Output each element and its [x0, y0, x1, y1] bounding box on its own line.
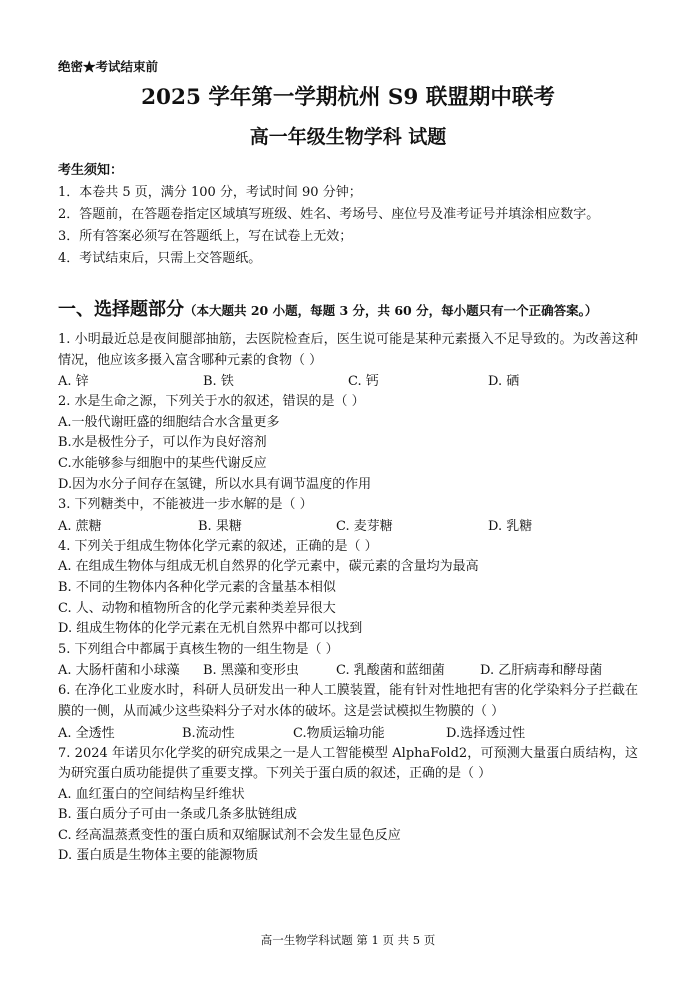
option: D.选择透过性	[446, 725, 526, 741]
question-stem: 3. 下列糖类中，不能被进一步水解的是（ ）	[58, 497, 313, 513]
exam-subtitle: 高一年级生物学科 试题	[249, 126, 447, 148]
option: D. 组成生物体的化学元素在无机自然界中都可以找到	[58, 621, 363, 637]
option: B. 蛋白质分子可由一条或几条多肽链组成	[58, 807, 297, 823]
question-stem: 1. 小明最近总是夜间腿部抽筋，去医院检查后，医生说可能是某种元素摄入不足导致的。为改善这种情况，他应该多摄入富含哪种元素的食物（ ）	[58, 332, 638, 368]
section-title: 一、选择题部分	[58, 299, 184, 320]
option-row	[58, 371, 638, 392]
option: B. 不同的生物体内各种化学元素的含量基本相似	[58, 579, 336, 595]
exam-notice	[58, 160, 648, 270]
notice-item: 3．所有答案必须写在答题纸上，写在试卷上无效；	[58, 229, 353, 244]
option-row	[58, 660, 638, 681]
option: D. 蛋白质是生物体主要的能源物质	[58, 848, 259, 864]
option: B. 黑藻和变形虫	[203, 663, 299, 679]
notice-item: 2．答题前，在答题卷指定区域填写班级、姓名、考场号、座位号及准考证号并填涂相应数字。	[58, 207, 600, 222]
question	[58, 495, 638, 537]
question-stem: 4. 下列关于组成生物体化学元素的叙述，正确的是（ ）	[58, 538, 378, 554]
question	[58, 392, 638, 495]
question	[58, 744, 638, 868]
question	[58, 681, 638, 743]
option: A. 蔗糖	[58, 518, 102, 534]
option: D. 乳糖	[488, 518, 533, 534]
question-stem: 7. 2024 年诺贝尔化学奖的研究成果之一是人工智能模型 AlphaFold2，可预测大量蛋白质结构，这为研究蛋白质功能提供了重要支撑。下列关于蛋白质的叙述，正确的是（ ）	[58, 745, 638, 782]
notice-item: 4．考试结束后，只需上交答题纸。	[58, 251, 262, 266]
option: A.一般代谢旺盛的细胞结合水含量更多	[58, 414, 280, 430]
option: C. 乳酸菌和蓝细菌	[336, 663, 445, 679]
option: C. 经高温蒸煮变性的蛋白质和双缩脲试剂不会发生显色反应	[58, 827, 401, 843]
option: D. 硒	[488, 374, 520, 390]
option-row	[58, 516, 638, 537]
question	[58, 640, 638, 682]
question-list	[58, 330, 638, 867]
option: B.水是极性分子，可以作为良好溶剂	[58, 435, 267, 451]
option: A. 在组成生物体与组成无机自然界的化学元素中，碳元素的含量均为最高	[58, 559, 479, 575]
notice-item: 1．本卷共 5 页，满分 100 分，考试时间 90 分钟；	[58, 185, 362, 200]
option: C.物质运输功能	[293, 725, 385, 741]
option: C. 人、动物和植物所含的化学元素种类差异很大	[58, 600, 336, 616]
section-header	[58, 298, 648, 324]
option: A. 锌	[58, 374, 89, 390]
notice-heading: 考生须知：	[58, 163, 124, 178]
question-stem: 5. 下列组合中都属于真核生物的一组生物是（ ）	[58, 641, 339, 657]
page-footer: 高一生物学科试题 第 1 页 共 5 页	[260, 933, 436, 947]
question-stem: 6. 在净化工业废水时，科研人员研发出一种人工膜装置，能有针对性地把有害的化学染料分子拦截在膜的一侧，从而减少这些染料分子对水体的破坏。这是尝试模拟生物膜的（ ）	[58, 683, 638, 719]
option: D. 乙肝病毒和酵母菌	[480, 663, 603, 679]
option-row	[58, 723, 638, 744]
option: C. 钙	[348, 374, 379, 390]
option: B. 果糖	[198, 518, 242, 534]
question	[58, 537, 638, 640]
exam-title: 2025 学年第一学期杭州 S9 联盟期中联考	[141, 85, 555, 110]
question-stem: 2. 水是生命之源，下列关于水的叙述，错误的是（ ）	[58, 394, 365, 410]
option: A. 全透性	[58, 725, 115, 741]
option: C. 麦芽糖	[336, 518, 393, 534]
option: B. 铁	[203, 374, 234, 390]
option: D.因为水分子间存在氢键，所以水具有调节温度的作用	[58, 476, 372, 492]
option: C.水能够参与细胞中的某些代谢反应	[58, 455, 267, 471]
section-note: （本大题共 20 小题，每题 3 分，共 60 分，每小题只有一个正确答案。）	[184, 303, 598, 318]
question	[58, 330, 638, 392]
option: A. 血红蛋白的空间结构呈纤维状	[58, 786, 245, 802]
option: B.流动性	[182, 725, 235, 741]
secret-mark: 绝密★考试结束前	[58, 59, 159, 74]
option: A. 大肠杆菌和小球藻	[58, 663, 180, 679]
